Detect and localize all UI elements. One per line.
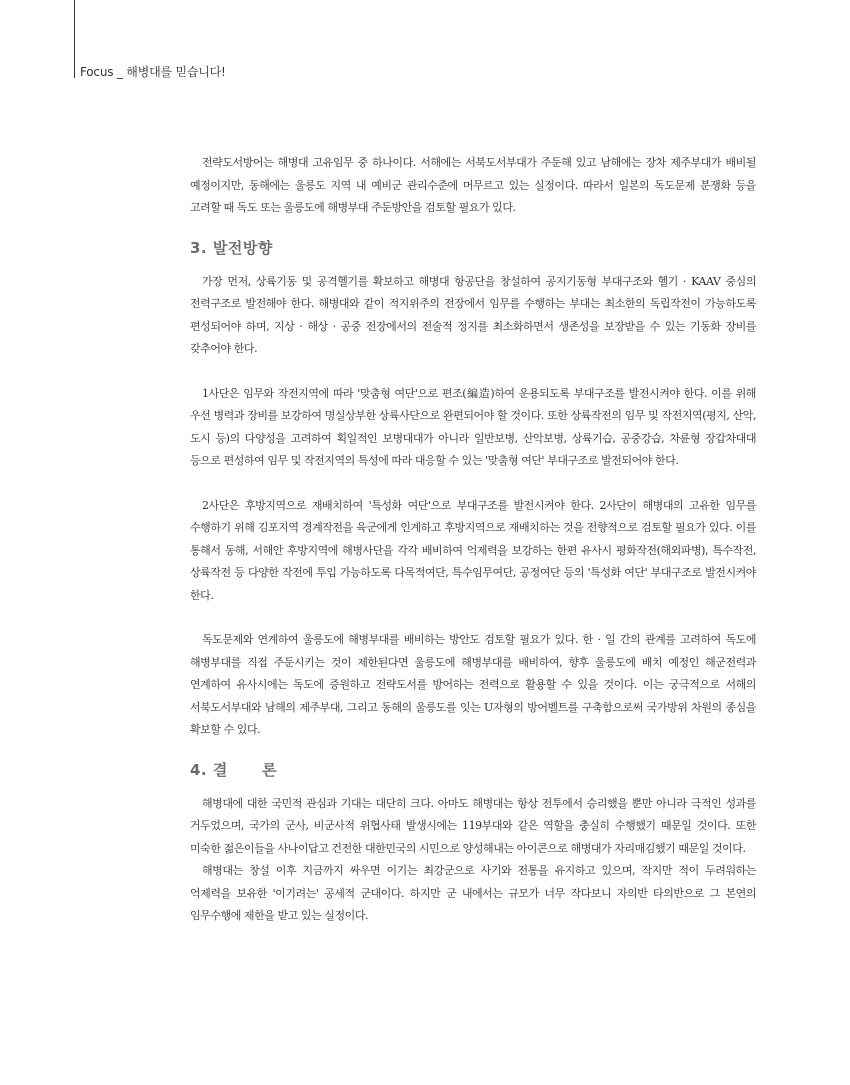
intro-paragraph: 전략도서방어는 해병대 고유임무 중 하나이다. 서해에는 서북도서부대가 주둔해 있고 남해에는 장차 제주부대가 배비될 예정이지만, 동해에는 울릉도 지역 내 예비군 관리수준에 머무르고 있는 실정이다. 따라서 일본의 독도문제 분쟁화 등을 고려할 때 독도 또는 울릉도에 해병부대 주둔방안을 검토할 필요가 있다. (190, 156, 756, 214)
section-3-paragraph-2: 1사단은 임무와 작전지역에 따라 '맞춤형 여단'으로 편조(編造)하여 운용되도록 부대구조를 발전시켜야 한다. 이를 위해 우선 병력과 장비를 보강하여 명실상부한 상륙사단으로 완편되어야 할 것이다. 또한 상륙작전의 임무 및 작전지역(평지, 산악, 도시 등)의 다양성을 고려하여 획일적인 보병대대가 아니라 일반보병, 산악보병, 상륙기습, 공중강습, 차륜형 장갑차대대 등으로 편성하여 임무 및 작전지역의 특성에 따라 대응할 수 있는 '맞춤형 여단' 부대구조로 발전되어야 한다. (190, 386, 756, 467)
section-3-heading: 3. 발전방향 (190, 238, 273, 257)
section-4-paragraph-1: 해병대에 대한 국민적 관심과 기대는 대단히 크다. 아마도 해병대는 항상 전투에서 승리했을 뿐만 아니라 극적인 성과를 거두었으며, 국가의 군사, 비군사적 위협사태 발생시에는 119부대와 같은 역할을 충실히 수행했기 때문일 것이다. 또한 미숙한 젊은이들을 사나이답고 건전한 대한민국의 시민으로 양성해내는 아이콘으로 해병대가 자리매김했기 때문일 것이다. (190, 796, 756, 855)
section-4-paragraph-2: 해병대는 창설 이후 지금까지 싸우면 이기는 최강군으로 사기와 전통을 유지하고 있으며, 작지만 적이 두려워하는 억제력을 보유한 '이기려는' 공세적 군대이다. 하지만 군 내에서는 규모가 너무 작다보니 자의반 타의반으로 그 본연의 임무수행에 제한을 받고 있는 실정이다. (190, 864, 756, 922)
section-3-paragraph-3: 2사단은 후방지역으로 재배치하여 '특성화 여단'으로 부대구조를 발전시켜야 한다. 2사단이 해병대의 고유한 임무를 수행하기 위해 김포지역 경계작전을 육군에게 인계하고 후방지역으로 재배치하는 것을 전향적으로 검토할 필요가 있다. 이를 통해서 동해, 서해안 후방지역에 해병사단을 각각 배비하여 억제력을 보강하는 한편 유사시 평화작전(해외파병), 특수작전, 상륙작전 등 다양한 작전에 투입 가능하도록 다목적여단, 특수임무여단, 공정여단 등의 '특성화 여단' 부대구조로 발전시켜야 한다. (190, 498, 756, 602)
section-3-paragraph-4: 독도문제와 연계하여 울릉도에 해병부대를 배비하는 방안도 검토할 필요가 있다. 한 · 일 간의 관계를 고려하여 독도에 해병부대를 직접 주둔시키는 것이 제한된다면 울릉도에 해병부대를 배비하여, 향후 울릉도에 배치 예정인 해군전력과 연계하여 유사시에는 독도에 증원하고 전략도서를 방어하는 전력으로 활용할 수 있을 것이다. 이는 궁극적으로 서해의 서북도서부대와 남해의 제주부대, 그리고 동해의 울릉도를 잇는 U자형의 방어벨트를 구축함으로써 국가방위 차원의 종심을 확보할 수 있다. (190, 633, 756, 736)
article-body (190, 152, 756, 928)
section-3-paragraph-1: 가장 먼저, 상륙기동 및 공격헬기를 확보하고 해병대 항공단을 창설하여 공지기동형 부대구조와 헬기 · KAAV 중심의 전력구조로 발전해야 한다. 해병대와 같이 적지위주의 전장에서 임무를 수행하는 부대는 최소한의 독립작전이 가능하도록 편성되어야 하며, 지상 · 해상 · 공중 전장에서의 전술적 정지를 최소화하면서 생존성을 보장받을 수 있는 기동화 장비를 갖추어야 한다. (190, 274, 756, 355)
running-header: Focus _ 해병대를 믿습니다! (80, 65, 226, 79)
header-vertical-rule (74, 0, 75, 78)
section-4-heading: 4. 결 론 (190, 760, 278, 779)
